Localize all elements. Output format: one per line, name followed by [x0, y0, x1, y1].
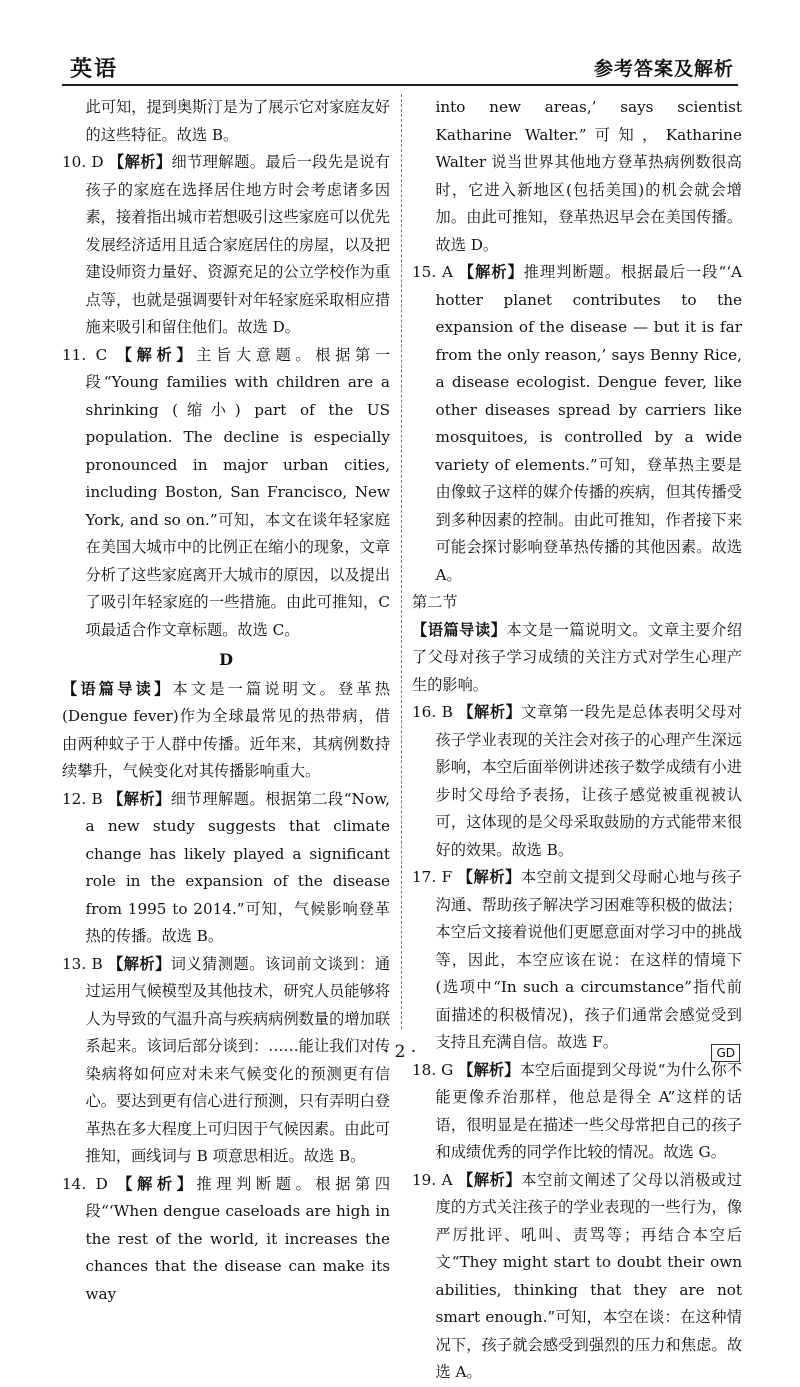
continued-text: 此可知，提到奥斯汀是为了展示它对家庭友好的这些特征。故选 B。: [85, 98, 390, 144]
question-number: 17. F: [412, 868, 453, 886]
guide-text: 本文是一篇说明文。文章主要介绍了父母对孩子学习成绩的关注方式对学生心理产生的影响。: [412, 620, 743, 694]
analysis-tag: 【解析】: [117, 1174, 197, 1193]
analysis-tag: 【解析】: [457, 868, 521, 886]
analysis-text: 推理判断题。根据第四段“‘When dengue caseloads are high in the rest of the world, it increases the chances that the disease can make its way: [85, 1174, 390, 1303]
question-number: 12. B: [62, 789, 103, 808]
continued-text: into new areas,’ says scientist Katharine Walter.”可知，Katharine Walter 说当世界其他地方登革热病例数很高时，它进入新地区(包括美国)的机会就会增加。由此可推知，登革热迟早会在美国传播。故选 D。: [435, 98, 742, 254]
analysis-text: 细节理解题。根据第二段“Now, a new study suggests that climate change has likely played a significant role in the expansion of the disease from 1995 to 2014.”可知，气候影响登革热的传播。故选 B。: [85, 789, 390, 945]
page-header: [62, 48, 738, 86]
analysis-tag: 【解析】: [108, 153, 172, 171]
analysis-text: 本空后面提到父母说“为什么你不能更像乔治那样，他总是得全 A”这样的话语，很明显是在描述一些父母常把自己的孩子和成绩优秀的同学作比较的情况。故选 G。: [435, 1060, 743, 1161]
analysis-tag: 【解析】: [458, 703, 522, 721]
question-number: 11. C: [62, 345, 108, 364]
analysis-tag: 【解析】: [458, 1170, 522, 1189]
guide-tag: 【语篇导读】: [62, 679, 173, 698]
answer-11: [62, 342, 390, 645]
answer-14: [62, 1171, 390, 1309]
answer-15: [412, 259, 742, 589]
section-heading-d: D: [219, 650, 233, 669]
region-badge: GD: [711, 1044, 740, 1062]
question-number: 16. B: [412, 703, 453, 721]
question-number: 13. B: [62, 954, 103, 973]
question-number: 14. D: [62, 1174, 108, 1193]
passage-guide-d: [62, 676, 390, 786]
answer-16: [412, 699, 742, 864]
analysis-tag: 【解析】: [116, 345, 197, 364]
answer-18: [412, 1057, 742, 1167]
page-number: · 2 ·: [383, 1042, 417, 1062]
subject-label: 英语: [70, 56, 119, 82]
answer-19: [412, 1167, 742, 1387]
answer-10: [62, 149, 390, 342]
analysis-tag: 【解析】: [458, 1060, 520, 1079]
analysis-tag: 【解析】: [108, 954, 171, 973]
section-heading-2: 第二节: [412, 593, 458, 611]
analysis-text: 词义猜测题。该词前文谈到：通过运用气候模型及其他技术，研究人员能够将人为导致的气温升高与疾病病例数量的增加联系起来。该词后部分谈到：……能让我们对传染病将如何应对未来气候变化的预测更有信心。要达到更有信心进行预测，只有弄明白登革热在多大程度上可归因于气候因素。由此可推知，画线词与 B 项意思相近。故选 B。: [85, 954, 391, 1165]
question-number: 19. A: [412, 1170, 453, 1189]
answer-12: [62, 786, 390, 951]
question-number: 10. D: [62, 153, 104, 171]
analysis-text: 细节理解题。最后一段先是说有孩子的家庭在选择居住地方时会考虑诸多因素，接着指出城市若想吸引这些家庭可以优先发展经济适用且适合家庭居住的房屋，以及把建设师资力量好、资源充足的公立学校作为重点等，也就是强调要针对年轻家庭采取相应措施来吸引和留住他们。故选 D。: [85, 153, 391, 336]
right-column: [412, 94, 742, 1387]
question-number: 15. A: [412, 263, 453, 281]
analysis-tag: 【解析】: [458, 263, 524, 281]
analysis-tag: 【解析】: [108, 789, 171, 808]
passage-guide-2: [412, 617, 742, 700]
column-divider: [401, 94, 402, 1029]
answer-17: [412, 864, 742, 1057]
left-column: [62, 94, 390, 1308]
analysis-text: 本空前文提到父母耐心地与孩子沟通、帮助孩子解决学习困难等积极的做法；本空后文接着说他们更愿意面对学习中的挑战等，因此，本空应该在说：在这样的情境下(选项中“In such a circumstance”指代前面描述的积极情况)，孩子们通常会感觉受到支持且充满自信。故选 F。: [435, 868, 743, 1051]
guide-tag: 【语篇导读】: [412, 620, 507, 639]
analysis-text: 主旨大意题。根据第一段“Young families with children are a shrinking (缩小) part of the US population. The decline is especially pronounced in major urban cities, including Boston, San Francisco, New York, and so on.”可知，本文在谈年轻家庭在美国大城市中的比例正在缩小的现象，文章分析了这些家庭离开大城市的原因，以及提出了吸引年轻家庭的一些措施。由此可推知，C 项最适合作文章标题。故选 C。: [85, 345, 391, 639]
guide-text: 本文是一篇说明文。登革热(Dengue fever)作为全球最常见的热带病，借由两种蚊子于人群中传播。近年来，其病例数持续攀升，气候变化对其传播影响重大。: [62, 679, 391, 780]
analysis-text: 本空前文阐述了父母以消极或过度的方式关注孩子的学业表现的一些行为，像严厉批评、吼叫、责骂等；再结合本空后文“They might start to doubt their own abilities, thinking that they are not smart enough.”可知，本空在谈：在这种情况下，孩子就会感受到强烈的压力和焦虑。故选 A。: [435, 1170, 743, 1381]
header-title: 参考答案及解析: [593, 58, 734, 80]
question-number: 18. G: [412, 1060, 454, 1079]
analysis-text: 文章第一段先是总体表明父母对孩子学业表现的关注会对孩子的心理产生深远影响，本空后面举例讲述孩子数学成绩有小进步时父母给予表扬，让孩子感觉被重视被认可，这体现的是父母采取鼓励的方式能带来很好的效果。故选 B。: [435, 703, 743, 859]
analysis-text: 推理判断题。根据最后一段“‘A hotter planet contributes to the expansion of the disease — but it is far from the only reason,’ says Benny Rice, a disease ecologist. Dengue fever, like other diseases spread by carriers like mosquitoes, is controlled by a wide variety of elements.”可知，登革热主要是由像蚊子这样的媒介传播的疾病，但其传播受到多种因素的控制。由此可推知，作者接下来可能会探讨影响登革热传播的其他因素。故选 A。: [435, 263, 743, 584]
